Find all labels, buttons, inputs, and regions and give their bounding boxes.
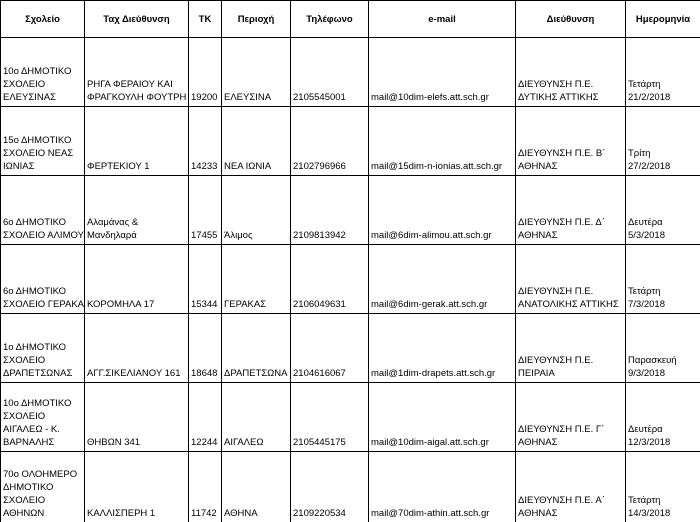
date-value: 21/2/2018	[628, 91, 698, 104]
header-directorate: Διεύθυνση	[516, 1, 626, 38]
school-line: 6ο ΔΗΜΟΤΙΚΟ	[3, 216, 82, 229]
tk-cell: 18648	[189, 314, 222, 383]
directorate-line: ΔΙΕΥΘΥΝΣΗ Π.Ε.	[518, 285, 623, 298]
header-school: Σχολείο	[1, 1, 85, 38]
date-cell	[626, 314, 700, 383]
directorate-cell	[516, 38, 626, 107]
phone-cell: 2105445175	[291, 383, 369, 452]
email-cell[interactable]: mail@6dim-alimou.att.sch.gr	[369, 176, 516, 245]
directorate-cell	[516, 314, 626, 383]
area-cell: ΕΛΕΥΣΙΝΑ	[222, 38, 291, 107]
table-row	[1, 38, 700, 107]
directorate-cell	[516, 176, 626, 245]
school-line: ΔΗΜΟΤΙΚΟ	[3, 481, 82, 494]
date-cell	[626, 245, 700, 314]
address-line: ΚΑΛΛΙΣΠΕΡΗ 1	[87, 507, 186, 520]
school-line: 15ο ΔΗΜΟΤΙΚΟ	[3, 134, 82, 147]
address-cell	[85, 176, 189, 245]
header-row	[1, 1, 700, 38]
date-cell	[626, 107, 700, 176]
tk-cell: 17455	[189, 176, 222, 245]
date-value: 14/3/2018	[628, 507, 698, 520]
date-day: Τετάρτη	[628, 285, 698, 298]
date-day: Δευτέρα	[628, 216, 698, 229]
address-cell	[85, 452, 189, 522]
directorate-cell	[516, 383, 626, 452]
school-line: ΣΧΟΛΕΙΟ ΝΕΑΣ	[3, 147, 82, 160]
email-cell[interactable]: mail@1dim-drapets.att.sch.gr	[369, 314, 516, 383]
date-cell	[626, 38, 700, 107]
school-cell	[1, 107, 85, 176]
school-cell	[1, 176, 85, 245]
address-line: ΑΓΓ.ΣΙΚΕΛΙΑΝΟΥ 161	[87, 367, 186, 380]
header-email: e-mail	[369, 1, 516, 38]
directorate-line: ΠΕΙΡΑΙΑ	[518, 367, 623, 380]
table-row	[1, 107, 700, 176]
directorate-line: ΔΙΕΥΘΥΝΣΗ Π.Ε. Δ΄	[518, 216, 623, 229]
address-cell	[85, 107, 189, 176]
date-day: Τρίτη	[628, 147, 698, 160]
directorate-cell	[516, 245, 626, 314]
directorate-line: ΔΙΕΥΘΥΝΣΗ Π.Ε. Β΄	[518, 147, 623, 160]
school-line: 70ο ΟΛΟΗΜΕΡΟ	[3, 468, 82, 481]
address-line: ΡΗΓΑ ΦΕΡΑΙΟΥ ΚΑΙ	[87, 78, 186, 91]
address-line: ΦΕΡΤΕΚΙΟΥ 1	[87, 160, 186, 173]
school-line: 1ο ΔΗΜΟΤΙΚΟ	[3, 341, 82, 354]
school-cell	[1, 383, 85, 452]
directorate-cell	[516, 452, 626, 522]
directorate-line: ΑΘΗΝΑΣ	[518, 229, 623, 242]
date-value: 7/3/2018	[628, 298, 698, 311]
header-phone: Τηλέφωνο	[291, 1, 369, 38]
email-cell[interactable]: mail@70dim-athin.att.sch.gr	[369, 452, 516, 522]
email-cell[interactable]: mail@10dim-aigal.att.sch.gr	[369, 383, 516, 452]
school-cell	[1, 452, 85, 522]
directorate-line: ΔΥΤΙΚΗΣ ΑΤΤΙΚΗΣ	[518, 91, 623, 104]
school-line: ΑΘΗΝΩΝ	[3, 507, 82, 520]
school-line: ΣΧΟΛΕΙΟ	[3, 494, 82, 507]
school-line: ΣΧΟΛΕΙΟ	[3, 354, 82, 367]
directorate-cell	[516, 107, 626, 176]
tk-cell: 19200	[189, 38, 222, 107]
header-tk: ΤΚ	[189, 1, 222, 38]
address-line: ΦΡΑΓΚΟΥΛΗ ΦΟΥΤΡΗ	[87, 91, 186, 104]
directorate-line: ΑΘΗΝΑΣ	[518, 436, 623, 449]
school-line: 10ο ΔΗΜΟΤΙΚΟ	[3, 65, 82, 78]
table-row	[1, 176, 700, 245]
date-day: Δευτέρα	[628, 423, 698, 436]
phone-cell: 2104616067	[291, 314, 369, 383]
tk-cell: 11742	[189, 452, 222, 522]
address-cell	[85, 38, 189, 107]
school-line: ΣΧΟΛΕΙΟ	[3, 78, 82, 91]
tk-cell: 12244	[189, 383, 222, 452]
date-cell	[626, 176, 700, 245]
date-value: 27/2/2018	[628, 160, 698, 173]
area-cell: ΝΕΑ ΙΩΝΙΑ	[222, 107, 291, 176]
area-cell: ΔΡΑΠΕΤΣΩΝΑ	[222, 314, 291, 383]
directorate-line: ΑΘΗΝΑΣ	[518, 507, 623, 520]
area-cell: Άλιμος	[222, 176, 291, 245]
address-line: Αλαμάνας &	[87, 216, 186, 229]
address-cell	[85, 383, 189, 452]
table-row	[1, 383, 700, 452]
date-cell	[626, 383, 700, 452]
email-cell[interactable]: mail@15dim-n-ionias.att.sch.gr	[369, 107, 516, 176]
school-line: ΒΑΡΝΑΛΗΣ	[3, 436, 82, 449]
phone-cell: 2109220534	[291, 452, 369, 522]
school-cell	[1, 314, 85, 383]
table-row	[1, 314, 700, 383]
email-cell[interactable]: mail@6dim-gerak.att.sch.gr	[369, 245, 516, 314]
address-line: ΘΗΒΩΝ 341	[87, 436, 186, 449]
date-value: 5/3/2018	[628, 229, 698, 242]
school-line: ΣΧΟΛΕΙΟ ΓΕΡΑΚΑ	[3, 298, 82, 311]
header-area: Περιοχή	[222, 1, 291, 38]
date-day: Παρασκευή	[628, 354, 698, 367]
school-line: 6ο ΔΗΜΟΤΙΚΟ	[3, 285, 82, 298]
address-cell	[85, 314, 189, 383]
directorate-line: ΔΙΕΥΘΥΝΣΗ Π.Ε.	[518, 78, 623, 91]
school-line: ΕΛΕΥΣΙΝΑΣ	[3, 91, 82, 104]
table-row	[1, 452, 700, 522]
table-row	[1, 245, 700, 314]
area-cell: ΑΙΓΑΛΕΩ	[222, 383, 291, 452]
area-cell: ΓΕΡΑΚΑΣ	[222, 245, 291, 314]
header-date: Ημερομηνία	[626, 1, 700, 38]
phone-cell: 2102796966	[291, 107, 369, 176]
school-line: ΙΩΝΙΑΣ	[3, 160, 82, 173]
directorate-line: ΑΘΗΝΑΣ	[518, 160, 623, 173]
school-line: 10ο ΔΗΜΟΤΙΚΟ	[3, 397, 82, 410]
date-value: 12/3/2018	[628, 436, 698, 449]
directorate-line: ΔΙΕΥΘΥΝΣΗ Π.Ε. Α΄	[518, 494, 623, 507]
school-line: ΣΧΟΛΕΙΟ	[3, 410, 82, 423]
tk-cell: 15344	[189, 245, 222, 314]
header-address: Ταχ Διεύθυνση	[85, 1, 189, 38]
directorate-line: ΔΙΕΥΘΥΝΣΗ Π.Ε. Γ΄	[518, 423, 623, 436]
phone-cell: 2109813942	[291, 176, 369, 245]
school-line: ΑΙΓΑΛΕΩ - Κ.	[3, 423, 82, 436]
address-line: Μανδηλαρά	[87, 229, 186, 242]
directorate-line: ΔΙΕΥΘΥΝΣΗ Π.Ε.	[518, 354, 623, 367]
date-day: Τετάρτη	[628, 494, 698, 507]
directorate-line: ΑΝΑΤΟΛΙΚΗΣ ΑΤΤΙΚΗΣ	[518, 298, 623, 311]
phone-cell: 2106049631	[291, 245, 369, 314]
email-cell[interactable]: mail@10dim-elefs.att.sch.gr	[369, 38, 516, 107]
date-cell	[626, 452, 700, 522]
area-cell: ΑΘΗΝΑ	[222, 452, 291, 522]
school-cell	[1, 38, 85, 107]
phone-cell: 2105545001	[291, 38, 369, 107]
tk-cell: 14233	[189, 107, 222, 176]
school-cell	[1, 245, 85, 314]
school-line: ΔΡΑΠΕΤΣΩΝΑΣ	[3, 367, 82, 380]
school-line: ΣΧΟΛΕΙΟ ΑΛΙΜΟΥ	[3, 229, 82, 242]
date-day: Τετάρτη	[628, 78, 698, 91]
address-line: ΚΟΡΟΜΗΛΑ 17	[87, 298, 186, 311]
address-cell	[85, 245, 189, 314]
date-value: 9/3/2018	[628, 367, 698, 380]
